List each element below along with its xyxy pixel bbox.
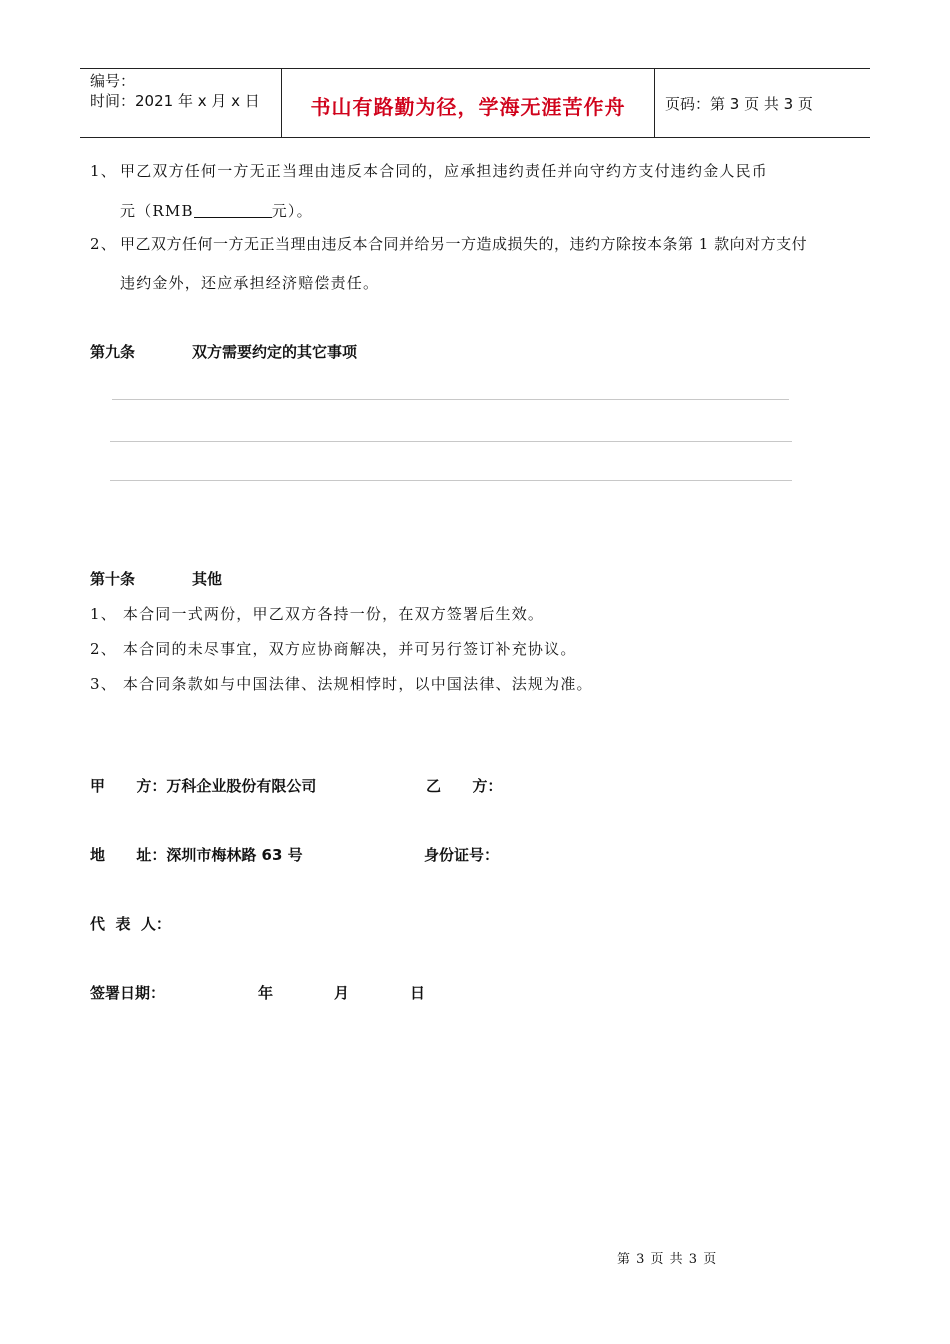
clause-text: 3、 本合同条款如与中国法律、法规相悖时，以中国法律、法规为准。 (90, 675, 593, 693)
party-b-label: 乙 方： (426, 777, 503, 795)
document-time-label: 时间：2021 年 x 月 x 日 (90, 92, 260, 110)
address-label: 地 址：深圳市梅林路 63 号 (90, 846, 303, 864)
header-info (90, 71, 260, 111)
document-number-label: 编号： (90, 72, 136, 90)
clause-text: 2、 本合同的未尽事宜，双方应协商解决，并可另行签订补充协议。 (90, 640, 577, 658)
fill-in-line (110, 480, 792, 481)
clause-text-part: 元）。 (271, 202, 313, 220)
article-title: 双方需要约定的其它事项 (192, 343, 358, 361)
article-title: 其他 (192, 570, 223, 588)
year-label: 年 (258, 984, 274, 1002)
clause-text-rmb (120, 200, 313, 221)
party-a-label: 甲 方：万科企业股份有限公司 (90, 777, 317, 795)
header-page-label: 页码：第 3 页 共 3 页 (665, 95, 813, 113)
article-number: 第十条 (90, 570, 136, 588)
representative-label: 代 表 人： (90, 915, 171, 933)
clause-text-part: 元（RMB (120, 202, 194, 220)
article-number: 第九条 (90, 343, 136, 361)
header-divider (654, 69, 655, 137)
page-footer: 第 3 页 共 3 页 (617, 1252, 718, 1267)
fill-in-line (110, 441, 792, 442)
signing-date-label: 签署日期： (90, 984, 166, 1002)
fill-in-line (112, 399, 789, 400)
day-label: 日 (410, 984, 426, 1002)
month-label: 月 (334, 984, 350, 1002)
clause-text: 甲乙双方任何一方无正当理由违反本合同并给另一方造成损失的，违约方除按本条第 1 款向对方支付 (120, 235, 808, 253)
clause-item-number: 1、 (90, 162, 117, 180)
clause-text: 违约金外，还应承担经济赔偿责任。 (120, 274, 380, 292)
clause-text: 甲乙双方任何一方无正当理由违反本合同的，应承担违约责任并向守约方支付违约金人民币 (120, 162, 769, 180)
header-motto: 书山有路勤为径，学海无涯苦作舟 (310, 95, 626, 119)
clause-text: 1、 本合同一式两份，甲乙双方各持一份，在双方签署后生效。 (90, 605, 545, 623)
clause-item-number: 2、 (90, 235, 117, 253)
id-number-label: 身份证号： (424, 846, 500, 864)
amount-blank (194, 203, 272, 218)
header-table (80, 68, 870, 138)
